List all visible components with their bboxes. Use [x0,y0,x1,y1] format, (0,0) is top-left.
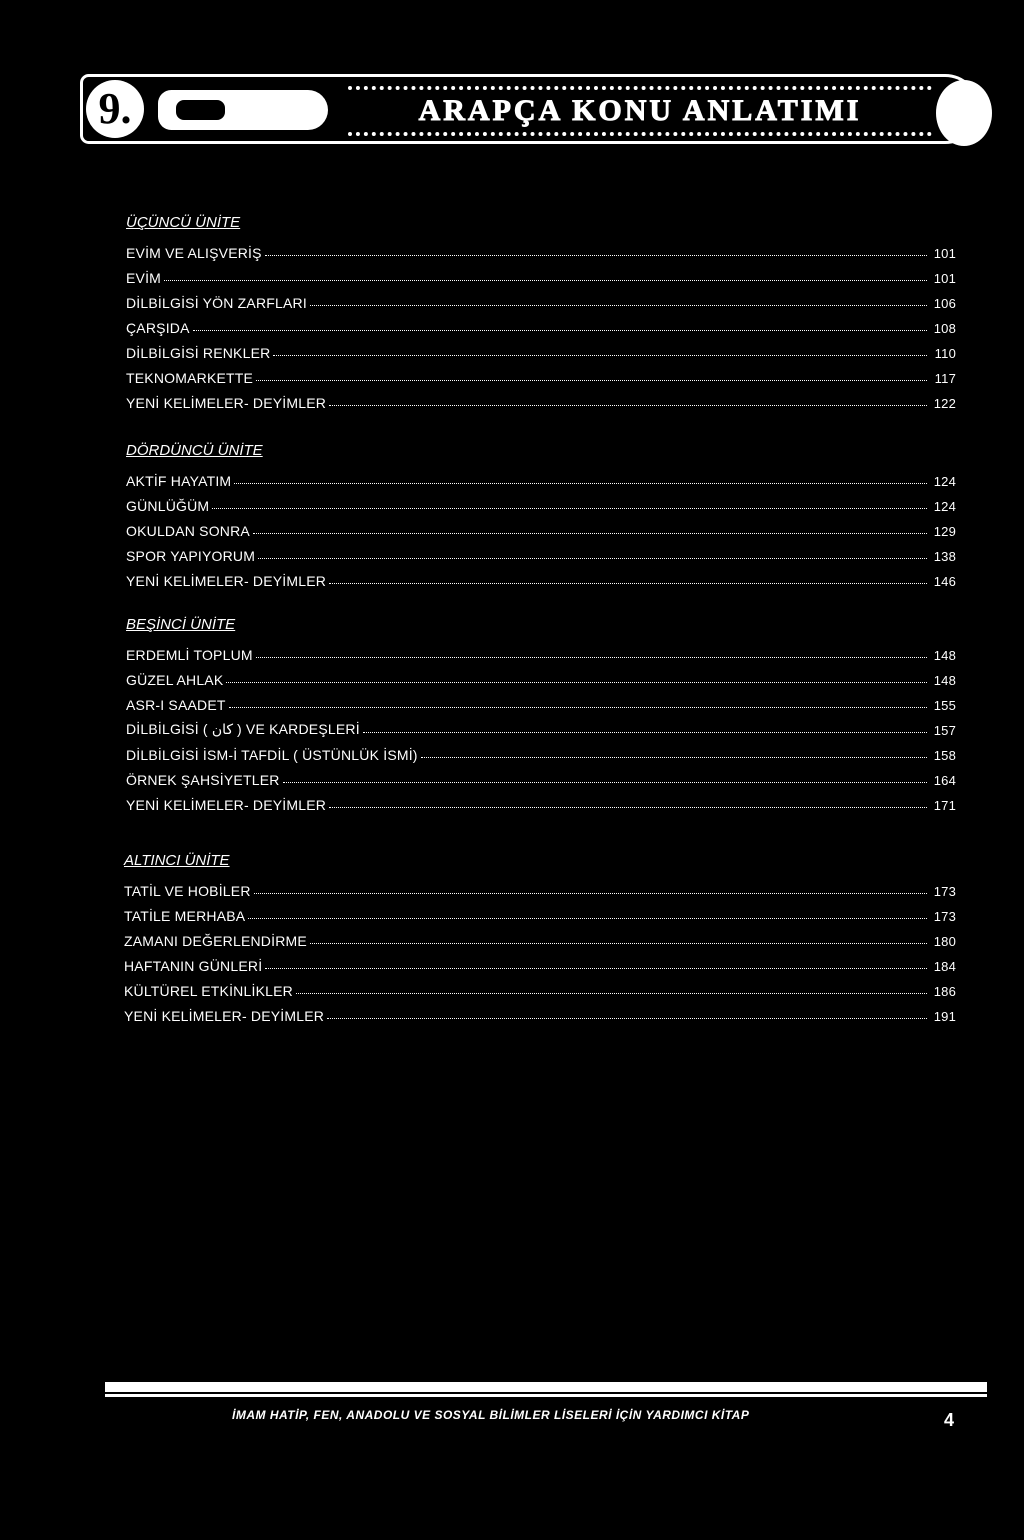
toc-entry[interactable] [124,999,956,1024]
entry-page: 148 [933,648,956,663]
grade-suffix-tag [158,90,328,130]
entry-page: 157 [933,723,956,738]
footer-caption: İMAM HATİP, FEN, ANADOLU VE SOSYAL BİLİMLER LİSELERİ İÇİN YARDIMCI KİTAP [232,1408,750,1422]
entry-label: OKULDAN SONRA [126,523,250,539]
dot-leader [421,757,927,758]
section-title: DÖRDÜNCÜ ÜNİTE [126,442,263,459]
page-number: 4 [944,1410,955,1430]
entry-page: 124 [933,474,956,489]
toc-entry[interactable] [126,489,956,514]
toc-entry[interactable] [124,874,956,899]
toc-section-unit-5 [126,614,956,813]
dot-leader [229,707,927,708]
dot-leader [212,508,927,509]
dot-leader [254,893,927,894]
grade-suffix-label: sınıf [176,100,225,120]
toc-entry[interactable] [126,564,956,589]
section-title: BEŞİNCİ ÜNİTE [126,616,236,633]
dot-leader [283,782,927,783]
dot-leader [164,280,927,281]
entry-page: 191 [933,1009,956,1024]
dot-leader [329,405,927,406]
dot-leader [327,1018,927,1019]
book-title: ARAPÇA KONU ANLATIMI [348,86,932,136]
toc-entry[interactable] [124,974,956,999]
entry-page: 117 [934,371,956,386]
grade-number-badge: 9. [86,80,144,138]
toc-entry[interactable] [126,713,956,738]
entry-page: 148 [933,673,956,688]
dot-leader [329,807,927,808]
toc-entry[interactable] [124,949,956,974]
entry-label: KÜLTÜREL ETKİNLİKLER [124,983,293,999]
entry-label: GÜZEL AHLAK [126,672,224,688]
entry-page: 158 [933,748,956,763]
entry-label: AKTİF HAYATIM [126,473,232,489]
entry-page: 108 [933,321,956,336]
toc-entry[interactable] [126,261,956,286]
section-title: ÜÇÜNCÜ ÜNİTE [126,214,241,231]
dot-leader [256,657,927,658]
entry-page: 106 [933,296,956,311]
dot-leader [363,732,927,733]
dot-leader [329,583,927,584]
dot-leader [253,533,927,534]
entry-page: 146 [933,574,956,589]
entry-label: GÜNLÜĞÜM [126,498,210,514]
entry-label: ASR-I SAADET [126,697,226,713]
entry-label: DİLBİLGİSİ İSM-İ TAFDİL ( ÜSTÜNLÜK İSMİ) [126,747,418,763]
entry-page: 122 [933,396,956,411]
entry-page: 171 [933,798,956,813]
section-title: ALTINCI ÜNİTE [124,852,230,869]
entry-label: TEKNOMARKETTE [126,370,254,386]
toc-entry[interactable] [126,336,956,361]
dot-leader [193,330,927,331]
entry-page: 180 [933,934,956,949]
entry-label: ÇARŞIDA [126,320,190,336]
entry-page: 173 [933,909,956,924]
toc-entry[interactable] [126,236,956,261]
toc-entry[interactable] [126,514,956,539]
toc-section-unit-6 [124,850,956,1024]
entry-page: 101 [933,246,956,261]
entry-page: 155 [933,698,956,713]
toc-entry[interactable] [126,688,956,713]
footer-rule [105,1382,987,1392]
entry-page: 124 [933,499,956,514]
entry-page: 129 [933,524,956,539]
entry-label: DİLBİLGİSİ ( كان ) VE KARDEŞLERİ [126,721,360,737]
entry-page: 101 [933,271,956,286]
toc-entry[interactable] [126,286,956,311]
banner-end-oval [936,80,992,146]
dot-leader [310,305,927,306]
toc-section-unit-4 [126,440,956,589]
dot-leader [265,968,927,969]
dot-leader [273,355,927,356]
toc-entry[interactable] [124,899,956,924]
dot-leader [310,943,927,944]
entry-label: YENİ KELİMELER- DEYİMLER [126,395,327,411]
entry-page: 184 [933,959,956,974]
dot-leader [265,255,927,256]
entry-label: TATİL VE HOBİLER [124,883,251,899]
toc-entry[interactable] [126,386,956,411]
entry-label: ZAMANI DEĞERLENDİRME [124,933,307,949]
toc-entry[interactable] [126,361,956,386]
entry-page: 138 [933,549,956,564]
entry-label: EVİM VE ALIŞVERİŞ [126,245,262,261]
entry-label: YENİ KELİMELER- DEYİMLER [126,573,327,589]
entry-page: 186 [933,984,956,999]
toc-entry[interactable] [126,763,956,788]
toc-section-unit-3 [126,212,956,411]
toc-entry[interactable] [126,464,956,489]
entry-label: ÖRNEK ŞAHSİYETLER [126,772,280,788]
dot-leader [226,682,927,683]
entry-page: 173 [933,884,956,899]
toc-entry[interactable] [126,638,956,663]
toc-entry[interactable] [126,738,956,763]
dot-leader [258,558,927,559]
toc-entry[interactable] [126,663,956,688]
toc-entry[interactable] [126,788,956,813]
entry-label: ERDEMLİ TOPLUM [126,647,253,663]
entry-label: TATİLE MERHABA [124,908,246,924]
entry-label: DİLBİLGİSİ RENKLER [126,345,271,361]
entry-page: 110 [934,346,956,361]
toc-entry[interactable] [126,311,956,336]
entry-label: DİLBİLGİSİ YÖN ZARFLARI [126,295,307,311]
dot-leader [296,993,927,994]
entry-label: HAFTANIN GÜNLERİ [124,958,263,974]
entry-label: YENİ KELİMELER- DEYİMLER [124,1008,325,1024]
dot-leader [248,918,927,919]
entry-page: 164 [933,773,956,788]
dot-leader [256,380,927,381]
header-banner [80,66,992,162]
entry-label: YENİ KELİMELER- DEYİMLER [126,797,327,813]
dot-leader [234,483,927,484]
toc-entry[interactable] [126,539,956,564]
toc-entry[interactable] [124,924,956,949]
entry-label: EVİM [126,270,162,286]
entry-label: SPOR YAPIYORUM [126,548,256,564]
